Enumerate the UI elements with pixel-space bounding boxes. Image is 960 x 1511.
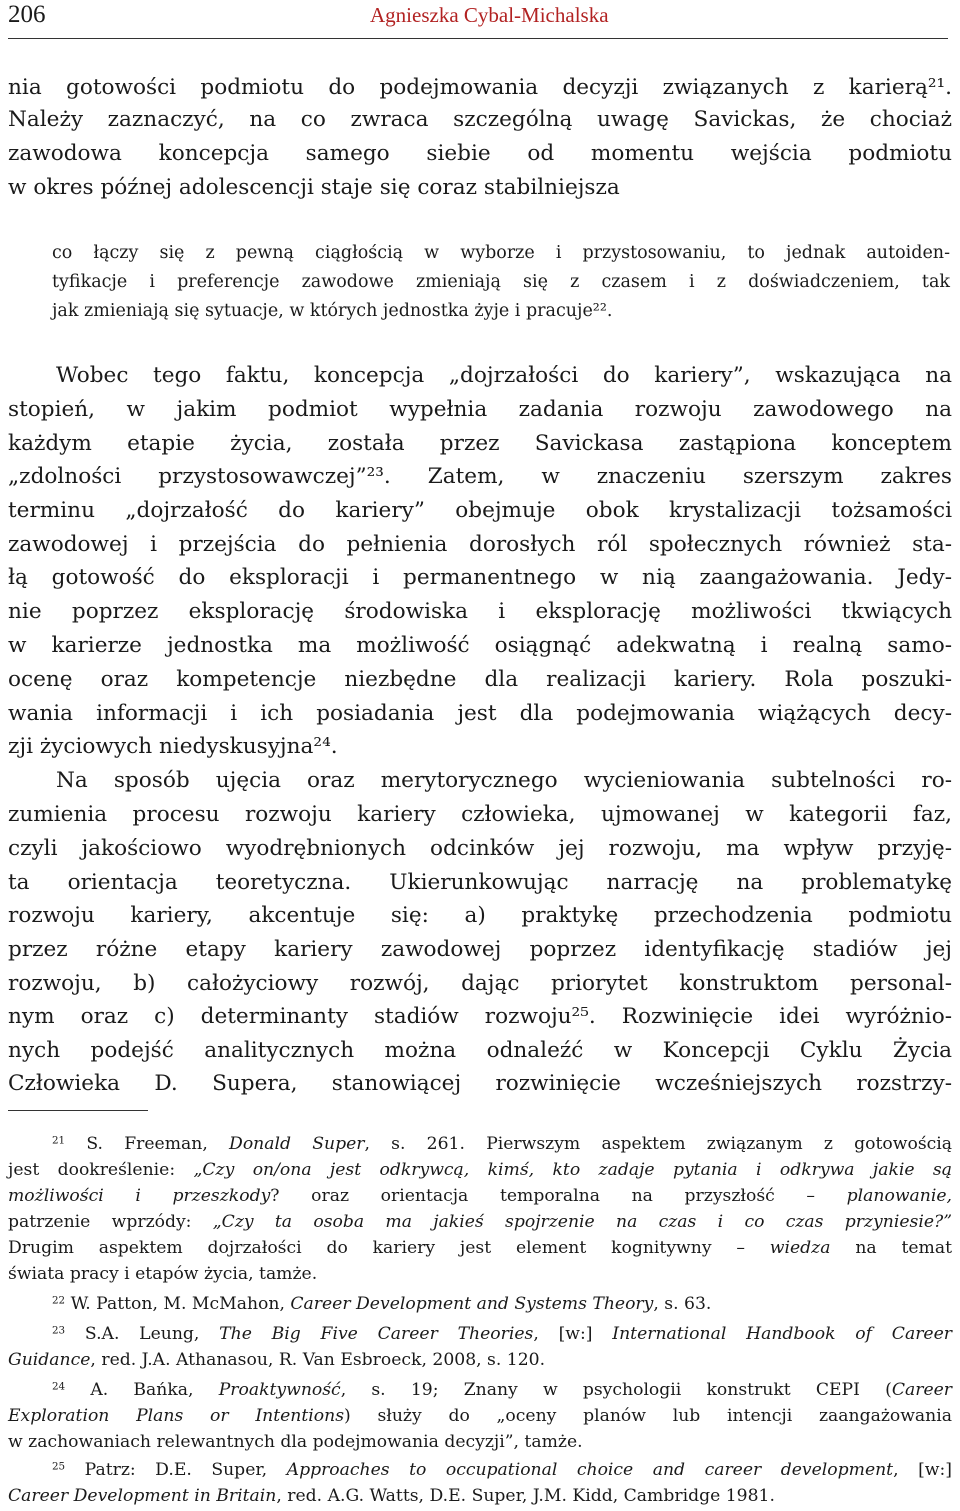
quote-line: co łączy się z pewną ciągłością w wyborze i przystosowaniu, to jednak autoiden- [52, 243, 950, 263]
fn-text: , [w:] [893, 1460, 952, 1480]
fn-italic: Career Development in Britain [8, 1486, 277, 1506]
text-line: Należy zaznaczyć, na co zwraca szczególną uwagę Savickas, że chociaż [8, 107, 952, 132]
fn-text: W. Patton, M. McMahon, [70, 1294, 291, 1314]
text-line: Człowieka D. Supera, stanowiącej rozwinięcie wcześniejszych rozstrzy- [8, 1071, 952, 1096]
fn-italic: Exploration Plans or Intentions [8, 1406, 345, 1426]
footnote-line [8, 1184, 952, 1208]
fn-text: ? oraz orientacja temporalna na przyszłość – [270, 1186, 847, 1206]
fn-italic: Approaches to occupational choice and career development [286, 1460, 894, 1480]
fn-text: A. Bańka, [90, 1380, 219, 1400]
fn-text: , s. 63. [653, 1294, 712, 1314]
footnote-25 [8, 1458, 952, 1482]
text-line: stopień, w jakim podmiot wypełnia zadania rozwoju zawodowego na [8, 397, 952, 422]
fn-italic: Career Development and Systems Theory [290, 1294, 654, 1314]
quote-line: jak zmieniają się sytuacje, w których jednostka żyje i pracuje²². [52, 301, 613, 321]
text-line: zji życiowych niedyskusyjna²⁴. [8, 734, 338, 759]
fn-italic: The Big Five Career Theories [219, 1324, 534, 1344]
fn-italic: Guidance [8, 1350, 91, 1370]
text-line: terminu „dojrzałość do kariery” obejmuje obok krystalizacji tożsamości [8, 498, 952, 523]
fn-italic: „Czy on/ona jest odkrywcą, kimś, kto zadaje pytania i odkrywa jakie są [193, 1160, 952, 1180]
text-line: nych podejść analitycznych można odnaleźć w Koncepcji Cyklu Życia [8, 1038, 952, 1063]
text-line: czyli jakościowo wyodrębnionych odcinków jej rozwoju, ma wpływ przyję- [8, 836, 952, 861]
text-line: ocenę oraz kompetencje niezbędne dla realizacji kariery. Rola poszuki- [8, 667, 952, 692]
footnote-line: w zachowaniach relewantnych dla podejmowania decyzji”, tamże. [8, 1432, 583, 1452]
text-line: zawodowej i przejścia do pełnienia dorosłych ról społecznych również sta- [8, 532, 952, 557]
footnote-line [8, 1158, 952, 1182]
fn-italic: planowanie, [846, 1186, 952, 1206]
text-line: Na sposób ujęcia oraz merytorycznego wycieniowania subtelności ro- [56, 768, 952, 793]
footnote-number: 23 [52, 1324, 66, 1337]
footnote-line: świata pracy i etapów życia, tamże. [8, 1264, 318, 1284]
text-line: przez różne etapy kariery zawodowej poprzez identyfikację stadiów jej [8, 937, 952, 962]
text-line: nia gotowości podmiotu do podejmowania decyzji związanych z karierą²¹. [8, 75, 952, 100]
footnote-23 [8, 1322, 952, 1346]
fn-text: , [w:] [533, 1324, 613, 1344]
footnote-22 [8, 1292, 952, 1316]
text-line: Wobec tego faktu, koncepcja „dojrzałości do kariery”, wskazująca na [56, 363, 952, 388]
fn-text: S. Freeman, [86, 1134, 230, 1154]
page-number: 206 [8, 1, 46, 28]
footnote-number: 21 [52, 1134, 66, 1147]
text-line: każdym etapie życia, została przez Savickasa zastąpiona konceptem [8, 431, 952, 456]
quote-line: tyfikacje i preferencje zawodowe zmieniają się z czasem i z doświadczeniem, tak [52, 272, 950, 292]
running-head: Agnieszka Cybal-Michalska [370, 3, 609, 27]
fn-italic: „Czy ta osoba ma jakieś spojrzenie na czas i co czas przyniesie?” [212, 1212, 952, 1232]
fn-italic: Proaktywność [218, 1380, 341, 1400]
fn-text: S.A. Leung, [84, 1324, 220, 1344]
fn-text: Drugim aspektem dojrzałości do kariery jest element kognitywny – [8, 1238, 770, 1258]
fn-text: , s. 261. Pierwszym aspektem związanym z gotowością [364, 1134, 953, 1154]
text-line: zawodowa koncepcja samego siebie od momentu wejścia podmiotu [8, 141, 952, 166]
text-line: w karierze jednostka ma możliwość osiągnąć adekwatną i realną samo- [8, 633, 952, 658]
fn-italic: wiedza [769, 1238, 831, 1258]
fn-text: , s. 19; Znany w psychologii konstrukt CEPI ( [340, 1380, 892, 1400]
text-line: nie poprzez eksplorację środowiska i eksplorację możliwości tkwiących [8, 599, 952, 624]
fn-text: , red. A.G. Watts, D.E. Super, J.M. Kidd, Cambridge 1981. [276, 1486, 775, 1506]
fn-italic: International Handbook of Career [612, 1324, 952, 1344]
fn-text: Patrz: D.E. Super, [84, 1460, 287, 1480]
footnote-number: 25 [52, 1460, 66, 1473]
text-line: zumienia procesu rozwoju kariery człowieka, ujmowanej w kategorii faz, [8, 802, 952, 827]
text-line: łą gotowość do eksploracji i permanentnego w nią zaangażowania. Jedy- [8, 565, 952, 590]
footnote-line [8, 1348, 952, 1372]
text-line: nym oraz c) determinanty stadiów rozwoju²⁵. Rozwinięcie idei wyróżnio- [8, 1004, 952, 1029]
fn-italic: Career [891, 1380, 953, 1400]
footnote-line [8, 1236, 952, 1260]
text-line: rozwoju kariery, akcentuje się: a) praktykę przechodzenia podmiotu [8, 903, 952, 928]
text-line: wania informacji i ich posiadania jest dla podejmowania wiążących decy- [8, 701, 952, 726]
footnote-line [8, 1484, 952, 1508]
footnote-number: 22 [52, 1294, 66, 1307]
fn-text: patrzenie wprzódy: [8, 1212, 213, 1232]
text-line: w okres późnej adolescencji staje się coraz stabilniejsza [8, 175, 620, 200]
fn-text: jest dookreślenie: [8, 1160, 194, 1180]
footnote-line [8, 1404, 952, 1428]
fn-text: ) służy do „oceny planów lub intencji zaangażowania [344, 1406, 952, 1426]
text-line: ta orientacja teoretyczna. Ukierunkowując narrację na problematykę [8, 870, 952, 895]
text-line: „zdolności przystosowawczej”²³. Zatem, w znaczeniu szerszym zakres [8, 464, 952, 489]
footnote-24 [8, 1378, 952, 1402]
footnote-separator [8, 1110, 148, 1111]
footnote-line [8, 1210, 952, 1234]
page-header [8, 0, 948, 39]
footnote-number: 24 [52, 1380, 66, 1393]
fn-italic: Donald Super [229, 1134, 365, 1154]
fn-italic: możliwości i przeszkody [8, 1186, 271, 1206]
fn-text: na temat [830, 1238, 952, 1258]
fn-text: , red. J.A. Athanasou, R. Van Esbroeck, 2008, s. 120. [90, 1350, 546, 1370]
text-line: rozwoju, b) całożyciowy rozwój, dając priorytet konstruktom personal- [8, 971, 952, 996]
footnote-21 [8, 1132, 952, 1156]
